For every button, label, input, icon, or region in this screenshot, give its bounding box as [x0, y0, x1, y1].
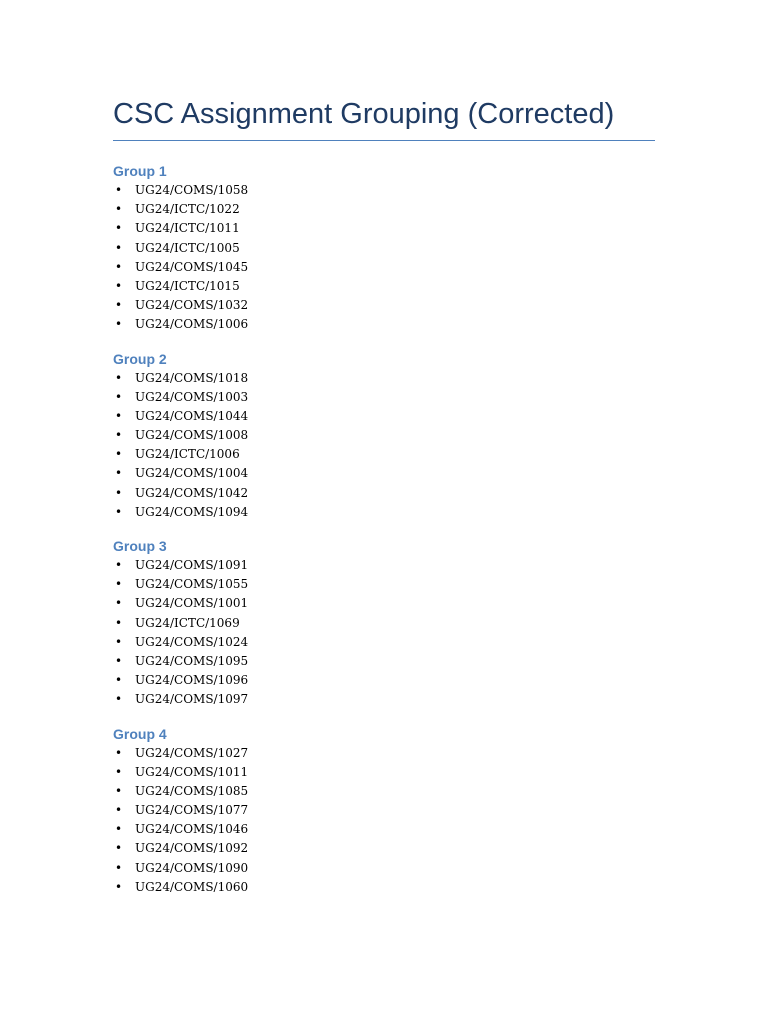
bullet-icon: • — [115, 783, 123, 798]
list-item — [113, 445, 655, 464]
student-id: UG24/ICTC/1011 — [135, 221, 240, 236]
bullet-icon: • — [115, 370, 123, 385]
student-id: UG24/COMS/1004 — [135, 466, 249, 481]
bullet-icon: • — [115, 822, 123, 837]
bullet-icon: • — [115, 803, 123, 818]
bullet-icon: • — [115, 653, 123, 668]
student-id: UG24/COMS/1032 — [135, 298, 249, 313]
bullet-icon: • — [115, 428, 123, 443]
member-list — [113, 181, 655, 335]
group-heading: Group 2 — [113, 350, 167, 367]
group-heading: Group 1 — [113, 163, 167, 179]
list-item — [113, 839, 655, 858]
list-item — [113, 652, 655, 671]
group-3 — [113, 536, 655, 710]
bullet-icon: • — [115, 221, 123, 236]
bullet-icon: • — [115, 860, 123, 875]
list-item — [113, 464, 655, 483]
list-item — [113, 820, 655, 839]
list-item — [113, 407, 655, 426]
bullet-icon: • — [115, 692, 123, 707]
bullet-icon: • — [115, 259, 123, 274]
bullet-icon: • — [115, 596, 123, 611]
list-item — [113, 369, 655, 388]
bullet-icon: • — [115, 504, 123, 519]
list-item — [113, 484, 655, 503]
list-item — [113, 801, 655, 820]
student-id: UG24/ICTC/1022 — [135, 202, 240, 217]
student-id: UG24/ICTC/1015 — [135, 278, 240, 293]
student-id: UG24/COMS/1085 — [135, 783, 249, 798]
bullet-icon: • — [115, 447, 123, 462]
student-id: UG24/COMS/1042 — [135, 485, 249, 500]
list-item — [113, 426, 655, 445]
bullet-icon: • — [115, 558, 123, 572]
student-id: UG24/ICTC/1069 — [135, 615, 240, 630]
list-item — [113, 594, 655, 613]
bullet-icon: • — [115, 389, 123, 404]
student-id: UG24/ICTC/1005 — [135, 240, 240, 255]
group-1 — [113, 161, 655, 335]
bullet-icon: • — [115, 634, 123, 649]
student-id: UG24/COMS/1094 — [135, 504, 249, 519]
student-id: UG24/COMS/1044 — [135, 408, 249, 423]
group-2 — [113, 349, 655, 523]
bullet-icon: • — [115, 577, 123, 592]
list-item — [113, 575, 655, 594]
list-item — [113, 239, 655, 258]
list-item — [113, 744, 655, 763]
list-item — [113, 633, 655, 652]
student-id: UG24/COMS/1046 — [135, 822, 249, 837]
student-id: UG24/ICTC/1006 — [135, 447, 240, 462]
list-item — [113, 614, 655, 633]
bullet-icon: • — [115, 298, 123, 313]
student-id: UG24/COMS/1058 — [135, 183, 249, 197]
bullet-icon: • — [115, 841, 123, 856]
bullet-icon: • — [115, 183, 123, 197]
list-item — [113, 690, 655, 709]
member-list — [113, 369, 655, 523]
student-id: UG24/COMS/1097 — [135, 692, 249, 707]
list-item — [113, 782, 655, 801]
list-item — [113, 388, 655, 407]
list-item — [113, 277, 655, 296]
group-4 — [113, 724, 655, 898]
bullet-icon: • — [115, 202, 123, 217]
student-id: UG24/COMS/1090 — [135, 860, 249, 875]
student-id: UG24/COMS/1095 — [135, 653, 249, 668]
group-heading: Group 3 — [113, 538, 167, 554]
list-item — [113, 315, 655, 334]
title-underline — [113, 140, 655, 141]
student-id: UG24/COMS/1011 — [135, 764, 249, 779]
student-id: UG24/COMS/1045 — [135, 259, 249, 274]
student-id: UG24/COMS/1096 — [135, 673, 249, 688]
bullet-icon: • — [115, 485, 123, 500]
bullet-icon: • — [115, 408, 123, 423]
list-item — [113, 503, 655, 522]
list-item — [113, 556, 655, 575]
student-id: UG24/COMS/1060 — [135, 879, 249, 894]
list-item — [113, 296, 655, 315]
bullet-icon: • — [115, 317, 123, 332]
student-id: UG24/COMS/1077 — [135, 803, 249, 818]
student-id: UG24/COMS/1006 — [135, 317, 249, 332]
bullet-icon: • — [115, 745, 123, 760]
student-id: UG24/COMS/1018 — [135, 370, 249, 385]
list-item — [113, 258, 655, 277]
student-id: UG24/COMS/1055 — [135, 577, 249, 592]
bullet-icon: • — [115, 764, 123, 779]
group-heading: Group 4 — [113, 725, 167, 742]
list-item — [113, 671, 655, 690]
student-id: UG24/COMS/1091 — [135, 558, 249, 572]
student-id: UG24/COMS/1008 — [135, 428, 249, 443]
student-id: UG24/COMS/1003 — [135, 389, 249, 404]
list-item — [113, 181, 655, 200]
list-item — [113, 219, 655, 238]
bullet-icon: • — [115, 879, 123, 894]
list-item — [113, 200, 655, 219]
list-item — [113, 763, 655, 782]
list-item — [113, 878, 655, 897]
bullet-icon: • — [115, 278, 123, 293]
bullet-icon: • — [115, 673, 123, 688]
bullet-icon: • — [115, 615, 123, 630]
bullet-icon: • — [115, 240, 123, 255]
member-list — [113, 556, 655, 710]
bullet-icon: • — [115, 466, 123, 481]
student-id: UG24/COMS/1092 — [135, 841, 249, 856]
list-item — [113, 859, 655, 878]
student-id: UG24/COMS/1027 — [135, 745, 249, 760]
student-id: UG24/COMS/1001 — [135, 596, 249, 611]
page-title: CSC Assignment Grouping (Corrected) — [113, 98, 615, 130]
student-id: UG24/COMS/1024 — [135, 634, 249, 649]
member-list — [113, 744, 655, 898]
document-page — [113, 94, 655, 897]
